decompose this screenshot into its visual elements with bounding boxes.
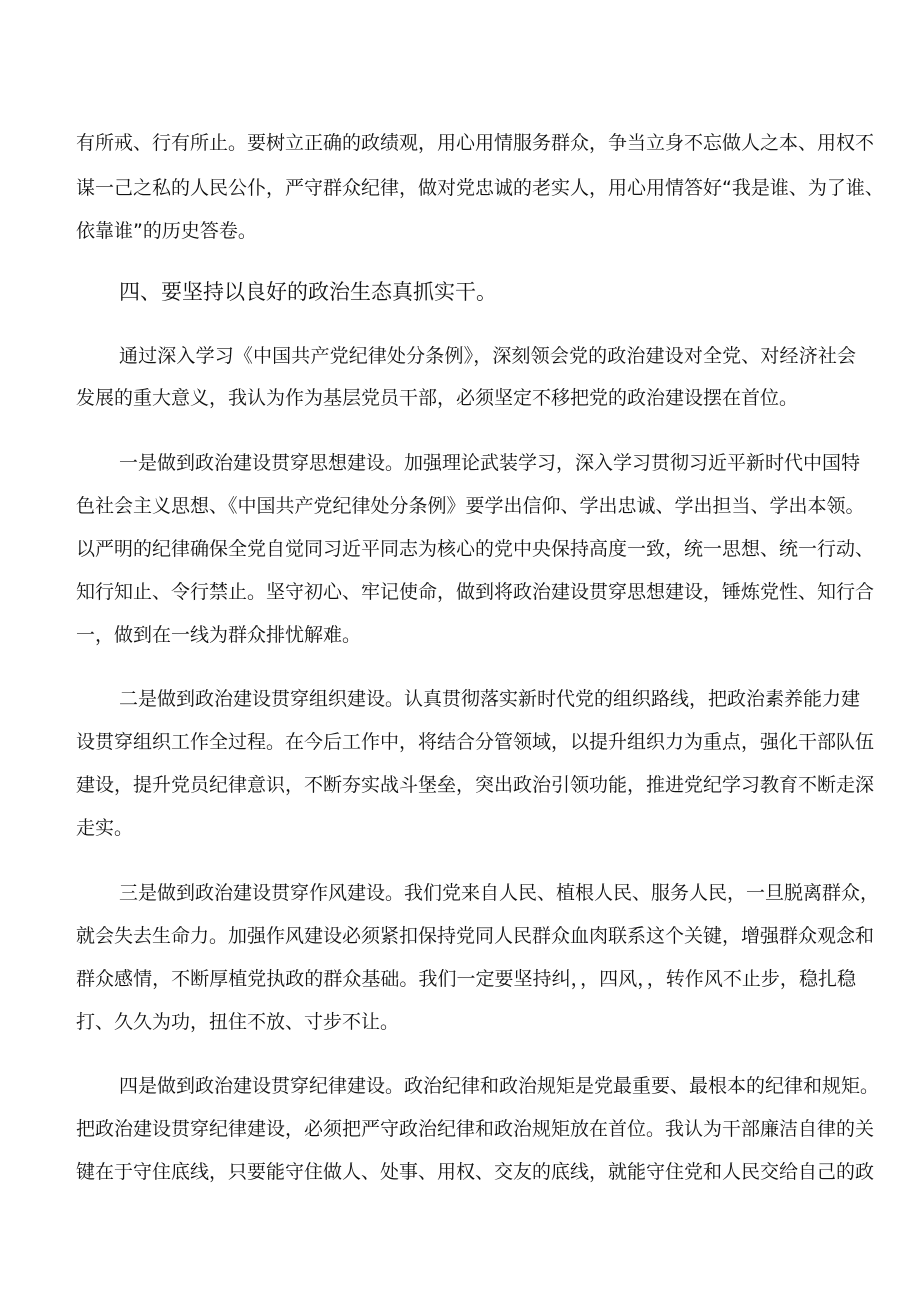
paragraph-line: 群众感情，不断厚植党执政的群众基础。我们一定要坚持纠，，四风，，转作风不止步，稳扎稳 [76,968,856,990]
paragraph-line: 三是做到政治建设贯穿作风建设。我们党来自人民、植根人民、服务人民，一旦脱离群众， [119,882,880,904]
paragraph-line: 知行知止、令行禁止。坚守初心、牢记使命，做到将政治建设贯穿思想建设，锤炼党性、知行合 [76,581,875,603]
paragraph-line: 以严明的纪律确保全党自觉同习近平同志为核心的党中央保持高度一致，统一思想、统一行动、 [76,538,875,560]
paragraph-line: 走实。 [76,817,134,839]
paragraph-line: 通过深入学习《中国共产党纪律处分条例》，深刻领会党的政治建设对全党、对经济社会 [119,345,856,367]
paragraph-line: 依靠谁”的历史答卷。 [76,220,257,242]
paragraph-line: 建设，提升党员纪律意识，不断夯实战斗堡垒，突出政治引领功能，推进党纪学习教育不断走深 [76,774,875,796]
paragraph-line: 就会失去生命力。加强作风建设必须紧扣保持党同人民群众血肉联系这个关键，增强群众观念和 [76,925,875,947]
paragraph-line: 一，做到在一线为群众排忧解难。 [76,624,362,646]
paragraph-line: 键在于守住底线，只要能守住做人、处事、用权、交友的底线，就能守住党和人民交给自己的政 [76,1161,875,1183]
paragraph-line: 发展的重大意义，我认为作为基层党员干部，必须坚定不移把党的政治建设摆在首位。 [76,387,799,409]
paragraph-line: 谋一己之私的人民公仆，严守群众纪律，做对党忠诚的老实人，用心用情答好“我是谁、为了谁、 [76,177,884,199]
paragraph-line: 设贯穿组织工作全过程。在今后工作中，将结合分管领域，以提升组织力为重点，强化干部队伍 [76,731,875,753]
paragraph-line: 色社会主义思想、《中国共产党纪律处分条例》要学出信仰、学出忠诚、学出担当、学出本领。 [76,495,865,517]
paragraph-line: 打、久久为功，扭住不放、寸步不让。 [76,1011,400,1033]
paragraph-line: 一是做到政治建设贯穿思想建设。加强理论武装学习，深入学习贯彻习近平新时代中国特 [119,452,861,474]
paragraph-line: 二是做到政治建设贯穿组织建设。认真贯彻落实新时代党的组织路线，把政治素养能力建 [119,688,861,710]
paragraph-line: 四是做到政治建设贯穿纪律建设。政治纪律和政治规矩是党最重要、最根本的纪律和规矩。 [119,1075,880,1097]
section-heading: 四、要坚持以良好的政治生态真抓实干。 [119,280,497,304]
paragraph-line: 把政治建设贯穿纪律建设，必须把严守政治纪律和政治规矩放在首位。我认为干部廉洁自律的关 [76,1118,875,1140]
paragraph-line: 有所戒、行有所止。要树立正确的政绩观，用心用情服务群众，争当立身不忘做人之本、用权不 [76,132,875,154]
